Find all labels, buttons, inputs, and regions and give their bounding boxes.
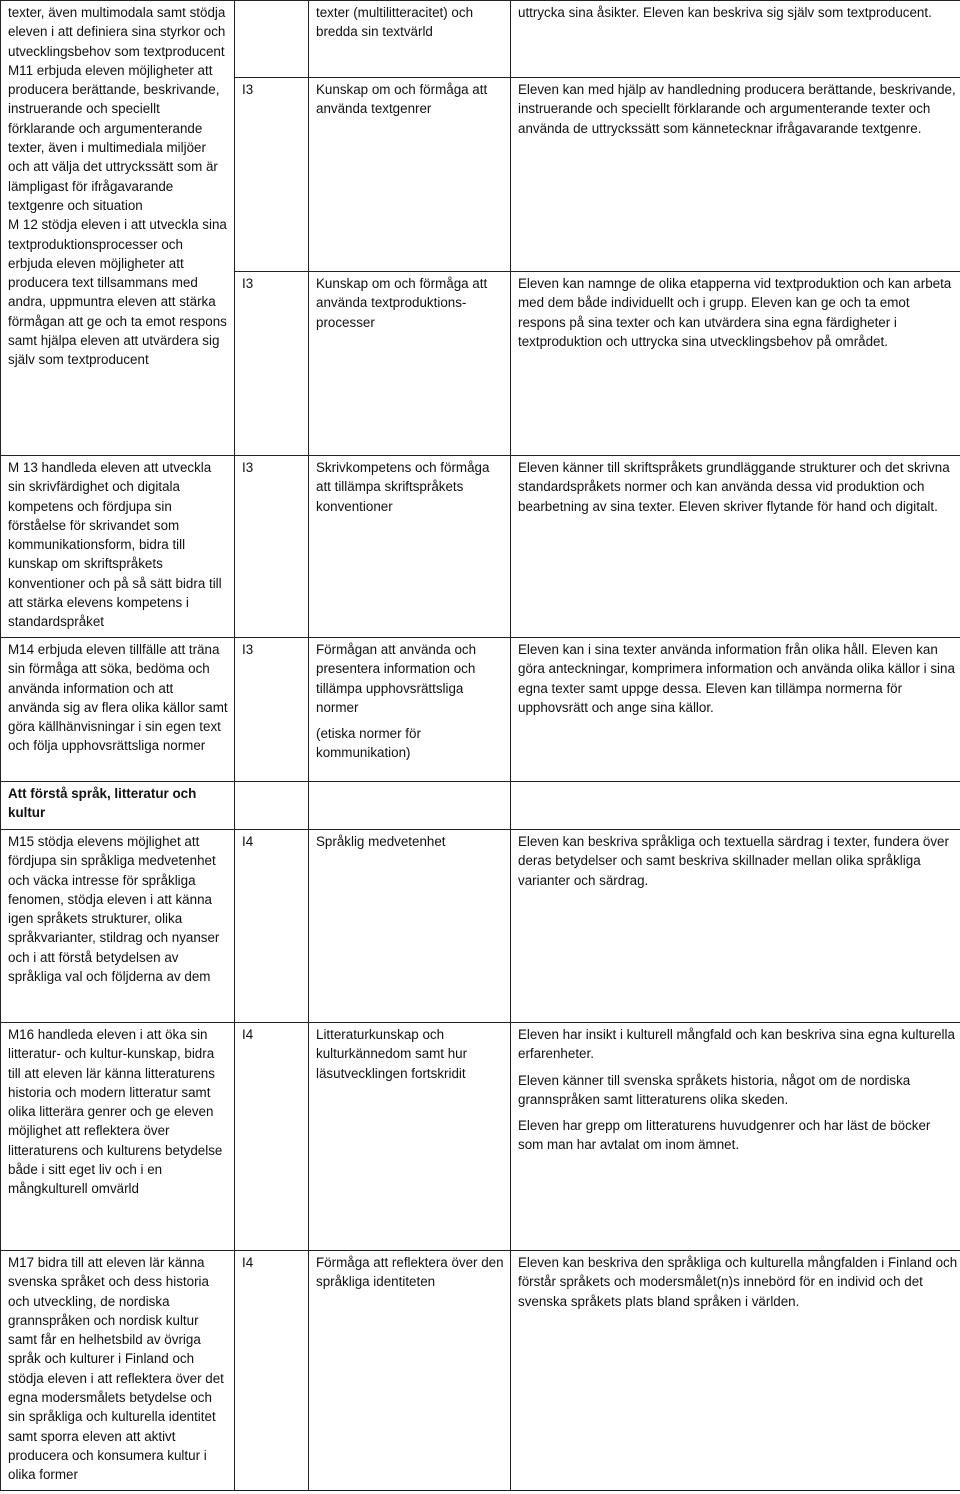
content-cell: Förmåga att reflektera över den språkliga identiteten	[309, 1251, 511, 1491]
content-text: (etiska normer för kommunikation)	[316, 726, 421, 761]
content-text: Förmågan att använda och presentera information och tillämpa upphovsrättsliga normer	[316, 642, 477, 715]
content-area-cell: I4	[235, 1251, 309, 1491]
content-cell	[309, 638, 511, 782]
table-row	[1, 1023, 960, 1251]
criteria-text: Eleven känner till svenska språkets historia, något om de nordiska grannspråken samt litteraturens olika skeden.	[518, 1072, 911, 1107]
table-row	[1, 782, 960, 830]
goal-cell	[1, 638, 235, 782]
criteria-cell	[511, 1, 960, 78]
criteria-cell	[511, 1251, 960, 1491]
content-cell: Språklig medvetenhet	[309, 830, 511, 1023]
table-row	[1, 830, 960, 1023]
criteria-cell	[511, 78, 960, 272]
goal-text: M14 erbjuda eleven tillfälle att träna sin förmåga att söka, bedöma och använda information och att använda sig av flera olika källor samt göra källhänvisningar i sin egen text och följa upphovsrättsliga normer	[8, 642, 228, 754]
table-row	[1, 1251, 960, 1491]
content-area-cell: I3	[235, 456, 309, 638]
criteria-text: Eleven känner till skriftspråkets grundläggande strukturer och det skrivna standardspråkets normer och kan använda dessa vid produktion och bearbetning av sina texter. Eleven skriver flytande för hand och digitalt.	[518, 460, 950, 514]
content-area-cell: I4	[235, 1023, 309, 1251]
goal-text: M 13 handleda eleven att utveckla sin skrivfärdighet och digitala kompetens och fördjupa sin förståelse för skrivandet som kommunikationsform, bidra till kunskap om skriftspråkets konventioner och på så sätt bidra till att stärka elevens kompetens i standardspråket	[8, 460, 222, 630]
goal-text: M 12 stödja eleven i att utveckla sina textproduktionsprocesser och erbjuda eleven möjligheter att producera text tillsammans med andra, uppmuntra eleven att stärka förmågan att ge och ta emot respons samt hjälpa eleven att utvärdera sig själv som textproducent	[8, 217, 227, 368]
content-cell	[309, 782, 511, 830]
content-area-cell: I3	[235, 78, 309, 272]
criteria-text: Eleven har grepp om litteraturens huvudgenrer och har läst de böcker som man har avtalat om inom ämnet.	[518, 1118, 931, 1153]
goal-cell	[1, 456, 235, 638]
section-heading-cell	[1, 782, 235, 830]
table-row	[1, 456, 960, 638]
criteria-cell	[511, 272, 960, 456]
goal-cell	[1, 1, 235, 456]
goal-text: M16 handleda eleven i att öka sin litteratur- och kultur-kunskap, bidra till att eleven lär känna litteraturens historia och modern litteratur samt olika litterära genrer och ge eleven möjlighet att reflektera över litteraturens och kulturens betydelse både i sitt eget liv och i en mångkulturell omvärld	[8, 1027, 223, 1197]
goal-cell	[1, 1251, 235, 1491]
criteria-text: Eleven har insikt i kulturell mångfald och kan beskriva sina egna kulturella erfarenheter.	[518, 1027, 955, 1062]
criteria-text: Eleven kan namnge de olika etapperna vid textproduktion och kan arbeta med dem både individuellt och i grupp. Eleven kan ge och ta emot respons på sina texter och kan utvärdera sina egna färdigheter i textproduktion och uttrycka sina utvecklingsbehov på området.	[518, 276, 952, 349]
content-area-cell: I3	[235, 272, 309, 456]
goal-cell	[1, 830, 235, 1023]
content-cell: Litteraturkunskap och kulturkännedom samt hur läsutvecklingen fortskridit	[309, 1023, 511, 1251]
goal-text: M15 stödja elevens möjlighet att fördjupa sin språkliga medvetenhet och väcka intresse för språkliga fenomen, stödja eleven i att känna igen språkets strukturer, olika språkvarianter, stildrag och nyanser och i att förstå betydelsen av språkliga val och följderna av dem	[8, 834, 220, 985]
content-cell: Kunskap om och förmåga att använda textproduktions-processer	[309, 272, 511, 456]
content-area-cell: I4	[235, 830, 309, 1023]
section-heading: Att förstå språk, litteratur och kultur	[8, 786, 197, 821]
criteria-cell	[511, 830, 960, 1023]
content-area-cell: I3	[235, 638, 309, 782]
content-cell: Skrivkompetens och förmåga att tillämpa skriftspråkets konventioner	[309, 456, 511, 638]
criteria-text: Eleven kan i sina texter använda information från olika håll. Eleven kan göra anteckningar, komprimera information och använda olika källor i sina egna texter samt uppge dessa. Eleven kan tillämpa normerna för upphovsrätt och ange sina källor.	[518, 642, 955, 715]
criteria-cell	[511, 1023, 960, 1251]
criteria-text: Eleven kan med hjälp av handledning producera berättande, beskrivande, instruerande och speciellt förklarande och argumenterande texter och använda de uttryckssätt som kännetecknar ifrågavarande textgenre.	[518, 82, 956, 136]
content-cell: texter (multilitteracitet) och bredda sin textvärld	[309, 1, 511, 78]
criteria-cell	[511, 456, 960, 638]
criteria-text: Eleven kan beskriva den språkliga och kulturella mångfalden i Finland och förstår språkets och modersmålet(n)s innebörd för en individ och det svenska språkets plats bland språken i världen.	[518, 1255, 958, 1309]
goal-text: texter, även multimodala samt stödja eleven i att definiera sina styrkor och utvecklingsbehov som textproducent	[8, 5, 226, 59]
criteria-cell	[511, 782, 960, 830]
table-row	[1, 638, 960, 782]
content-area-cell	[235, 782, 309, 830]
goal-text: M17 bidra till att eleven lär känna svenska språket och dess historia och utveckling, de nordiska grannspråken och nordisk kultur samt får en helhetsbild av övriga språk och kulturer i Finland och stödja eleven i att reflektera över det egna modersmålets betydelse och sin språkliga och kulturella identitet samt sporra eleven att aktivt producera och konsumera kultur i olika former	[8, 1255, 224, 1483]
criteria-cell	[511, 638, 960, 782]
content-area-cell	[235, 1, 309, 78]
criteria-text: uttrycka sina åsikter. Eleven kan beskriva sig själv som textproducent.	[518, 5, 932, 20]
criteria-text: Eleven kan beskriva språkliga och textuella särdrag i texter, fundera över deras betydelser och samt beskriva skillnader mellan olika språkliga varianter och särdrag.	[518, 834, 949, 888]
goal-text: M11 erbjuda eleven möjligheter att producera berättande, beskrivande, instruerande och speciellt förklarande och argumenterande texter, även i multimediala miljöer och att välja det uttryckssätt som är lämpligast för ifrågavarande textgenre och situation	[8, 62, 220, 213]
table-row	[1, 1, 960, 78]
goal-cell	[1, 1023, 235, 1251]
content-cell: Kunskap om och förmåga att använda textgenrer	[309, 78, 511, 272]
